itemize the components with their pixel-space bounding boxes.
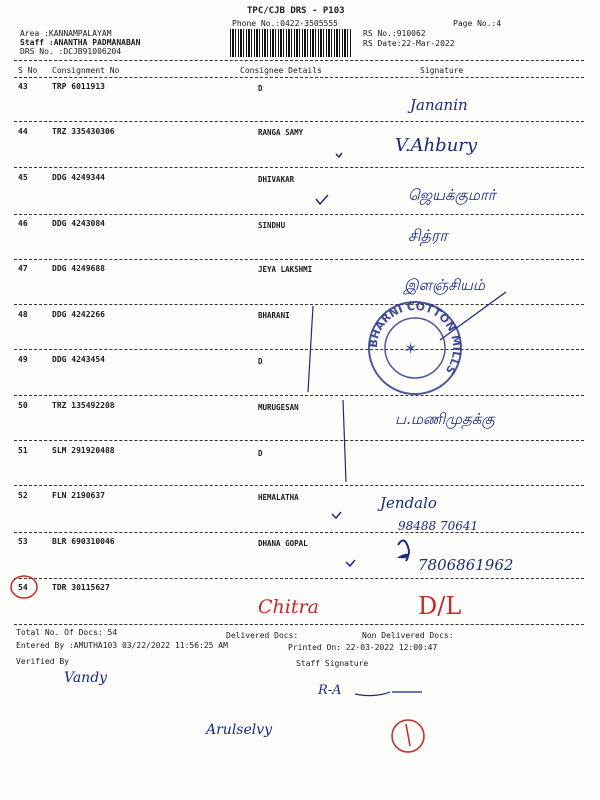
row-serial: 44 <box>18 127 28 136</box>
row-consignment: BLR 690310046 <box>52 537 115 546</box>
row-consignment: TRP 6011913 <box>52 82 105 91</box>
row-serial: 53 <box>18 537 28 546</box>
area-label: Area :KANNAMPALAYAM <box>20 29 112 38</box>
printed-on: Printed On: 22-03-2022 12:00:47 <box>288 643 438 652</box>
handwritten-phone: 7806861962 <box>418 556 514 574</box>
row-consignee: MURUGESAN <box>258 403 299 412</box>
row-consignee: DHIVAKAR <box>258 175 295 184</box>
handwritten-signature: இளஞ்சியம் <box>404 276 485 294</box>
row-serial: 51 <box>18 446 28 455</box>
row-consignment: DDG 4249688 <box>52 264 105 273</box>
column-header-consignee: Consignee Details <box>240 66 322 75</box>
column-header-consignment: Consignment No <box>52 66 120 75</box>
handwritten-receiver-name: Chitra <box>258 596 319 618</box>
row-consignment: DDG 4242266 <box>52 310 105 319</box>
drs-number: DRS No. :DCJB91006204 <box>20 47 122 56</box>
row-serial: 47 <box>18 264 28 273</box>
row-consignment: TRZ 335430306 <box>52 127 115 136</box>
row-consignee: JEYA LAKSHMI <box>258 265 313 274</box>
handwritten-signature: ஜெயக்குமார் <box>408 186 496 204</box>
document-title: TPC/CJB DRS - P103 <box>247 6 345 16</box>
row-serial: 50 <box>18 401 28 410</box>
row-consignee: DHANA GOPAL <box>258 539 308 548</box>
row-consignee: D <box>258 449 263 458</box>
row-consignment: TRZ 135492208 <box>52 401 115 410</box>
row-serial: 54 <box>18 583 28 592</box>
handwritten-signature: Jendalo <box>380 494 437 512</box>
handwritten-signature: சித்ரா <box>408 226 448 245</box>
row-consignee: D <box>258 357 263 366</box>
row-consignment: DDG 4249344 <box>52 173 105 182</box>
delivered-docs: Delivered Docs: <box>226 631 299 640</box>
handwritten-phone: 98488 70641 <box>398 519 479 533</box>
row-serial: 48 <box>18 310 28 319</box>
row-serial: 45 <box>18 173 28 182</box>
row-consignee: BHARANI <box>258 311 290 320</box>
row-serial: 46 <box>18 219 28 228</box>
stamp-text: BHARNI COTTON MILLS <box>366 299 464 377</box>
stamp-star-icon: ✶ <box>404 339 418 358</box>
row-serial: 43 <box>18 82 28 91</box>
total-docs: Total No. Of Docs: 54 <box>16 628 118 637</box>
page-number: Page No.:4 <box>453 19 502 28</box>
staff-label: Staff :ANANTHA PADMANABAN <box>20 38 141 47</box>
row-consignment: TDR 30115627 <box>52 583 110 592</box>
row-serial: 52 <box>18 491 28 500</box>
phone-number: Phone No.:0422-3505555 <box>232 19 338 28</box>
column-header-signature: Signature <box>420 66 464 75</box>
handwritten-delivery-status: D/L <box>418 592 462 620</box>
handwritten-signature: V.Ahbury <box>395 135 478 156</box>
row-consignment: FLN 2190637 <box>52 491 105 500</box>
row-consignee: SINDHU <box>258 221 286 230</box>
column-header-sno: S No <box>18 66 38 75</box>
verified-by-label: Verified By <box>16 657 69 666</box>
row-consignee: D <box>258 84 263 93</box>
bottom-signature: Arulselvy <box>206 722 273 738</box>
row-consignment: DDG 4243084 <box>52 219 105 228</box>
row-consignment: DDG 4243454 <box>52 355 105 364</box>
non-delivered-docs: Non Delivered Docs: <box>362 631 454 640</box>
handwritten-signature: Jananin <box>410 96 468 114</box>
entered-by: Entered By :AMUTHA103 03/22/2022 11:56:25 AM <box>16 641 228 650</box>
verified-signature: Vandy <box>64 670 108 686</box>
rs-number: RS No.:910062 <box>363 29 426 38</box>
staff-signature-mark: R-A <box>318 683 342 698</box>
rs-date: RS Date:22-Mar-2022 <box>363 39 455 48</box>
row-consignee: HEMALATHA <box>258 493 299 502</box>
row-consignee: RANGA SAMY <box>258 128 304 137</box>
footer-divider <box>14 624 584 625</box>
staff-signature-label: Staff Signature <box>296 659 369 668</box>
handwritten-signature: ப.மணிமுதக்கு <box>395 410 495 428</box>
row-consignment: SLM 291920488 <box>52 446 115 455</box>
row-serial: 49 <box>18 355 28 364</box>
